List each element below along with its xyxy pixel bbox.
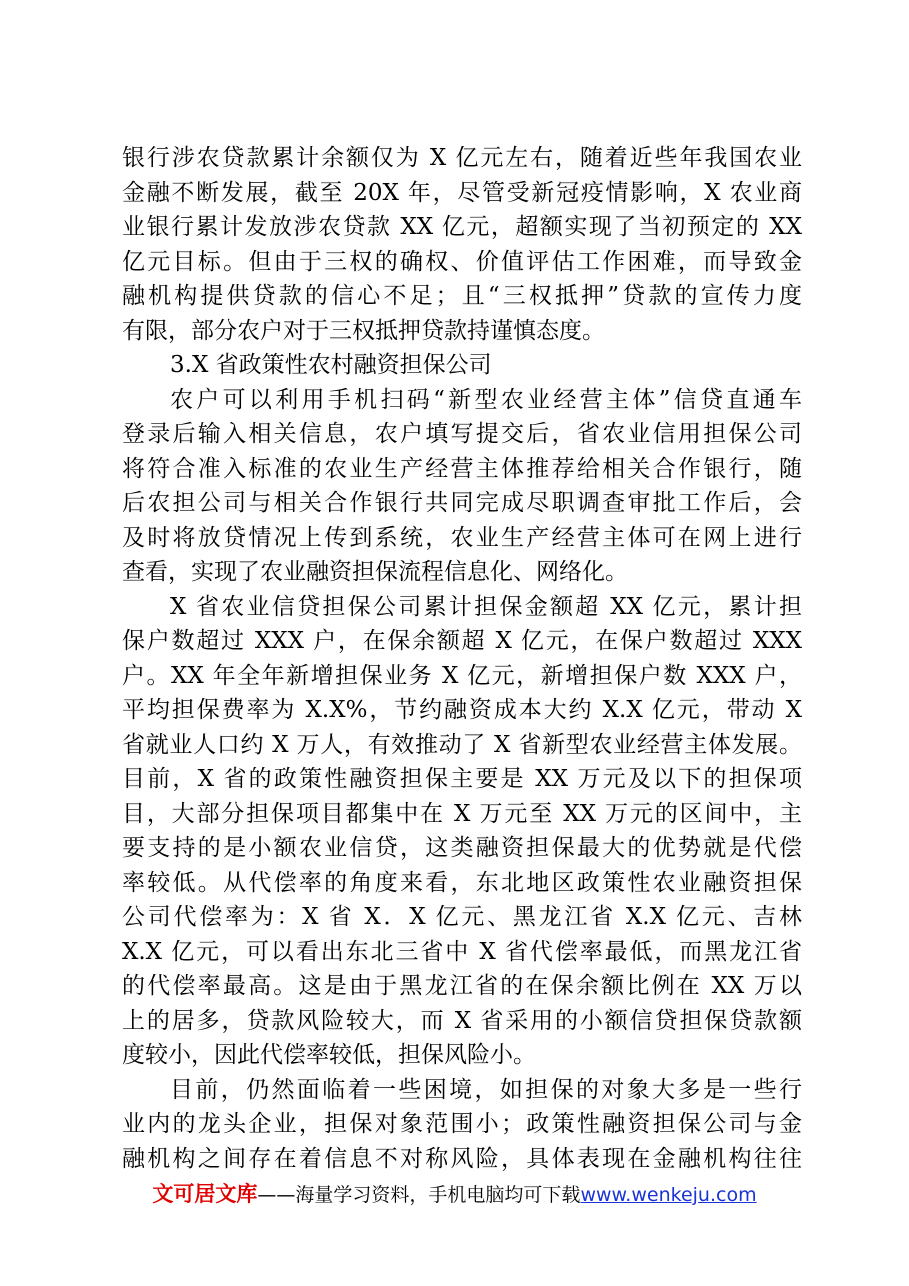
text-line: 要支持的是小额农业信贷，这类融资担保最大的优势就是代偿 bbox=[122, 835, 802, 861]
text-line: 户。XX 年全年新增担保业务 X 亿元，新增担保户数 XXX 户， bbox=[122, 662, 802, 689]
text-line: 金融不断发展，截至 20X 年，尽管受新冠疫情影响，X 农业商 bbox=[122, 179, 802, 206]
text-line: 保户数超过 XXX 户，在保余额超 X 亿元，在保户数超过 XXX bbox=[122, 628, 802, 654]
text-line: 度较小，因此代偿率较低，担保风险小。 bbox=[122, 1042, 536, 1068]
text-line: 亿元目标。但由于三权的确权、价值评估工作困难，而导致金 bbox=[122, 248, 802, 275]
text-line: 率较低。从代偿率的角度来看，东北地区政策性农业融资担保 bbox=[122, 869, 802, 896]
text-line: 平均担保费率为 X.X%，节约融资成本大约 X.X 亿元，带动 X bbox=[122, 697, 802, 723]
text-line: 融机构提供贷款的信心不足；且“三权抵押”贷款的宣传力度 bbox=[122, 283, 802, 309]
text-line: X 省农业信贷担保公司累计担保金额超 XX 亿元，累计担 bbox=[170, 593, 802, 620]
text-line: 后农担公司与相关合作银行共同完成尽职调查审批工作后，会 bbox=[122, 490, 802, 516]
text-line: 省就业人口约 X 万人，有效推动了 X 省新型农业经营主体发展。 bbox=[122, 731, 802, 758]
footer-website-link[interactable]: www.wenkeju.com bbox=[580, 1184, 757, 1206]
footer-banner bbox=[0, 1178, 909, 1208]
text-line: 将符合准入标准的农业生产经营主体推荐给相关合作银行，随 bbox=[122, 455, 802, 482]
text-line: 目前，仍然面临着一些困境，如担保的对象大多是一些行 bbox=[170, 1076, 802, 1103]
text-line: X.X 亿元，可以看出东北三省中 X 省代偿率最低，而黑龙江省 bbox=[122, 938, 802, 965]
text-line: 银行涉农贷款累计余额仅为 X 亿元左右，随着近些年我国农业 bbox=[122, 145, 802, 171]
text-line: 的代偿率最高。这是由于黑龙江省的在保余额比例在 XX 万以 bbox=[122, 973, 802, 999]
text-line: 及时将放贷情况上传到系统，农业生产经营主体可在网上进行 bbox=[122, 524, 802, 551]
text-line: 农户可以利用手机扫码“新型农业经营主体”信贷直通车 bbox=[170, 386, 802, 413]
text-line: 业银行累计发放涉农贷款 XX 亿元，超额实现了当初预定的 XX bbox=[122, 214, 802, 240]
text-line: 有限，部分农户对于三权抵押贷款持谨慎态度。 bbox=[122, 317, 605, 344]
text-line: 3.X 省政策性农村融资担保公司 bbox=[170, 352, 492, 378]
footer-brand: 文可居文库 bbox=[152, 1182, 258, 1206]
text-line: 目，大部分担保项目都集中在 X 万元至 XX 万元的区间中，主 bbox=[122, 800, 802, 827]
text-line: 业内的龙头企业，担保对象范围小；政策性融资担保公司与金 bbox=[122, 1111, 802, 1137]
footer-slogan: ——海量学习资料，手机电脑均可下载 bbox=[257, 1184, 581, 1206]
text-line: 公司代偿率为：X 省 X．X 亿元、黑龙江省 X.X 亿元、吉林 bbox=[122, 904, 802, 930]
text-line: 目前，X 省的政策性融资担保主要是 XX 万元及以下的担保项 bbox=[122, 766, 802, 792]
text-line: 查看，实现了农业融资担保流程信息化、网络化。 bbox=[122, 559, 628, 585]
text-line: 融机构之间存在着信息不对称风险，具体表现在金融机构往往 bbox=[122, 1145, 802, 1172]
text-line: 上的居多，贷款风险较大，而 X 省采用的小额信贷担保贷款额 bbox=[122, 1007, 802, 1034]
document-body bbox=[122, 141, 802, 1176]
text-line: 登录后输入相关信息，农户填写提交后，省农业信用担保公司 bbox=[122, 421, 802, 447]
